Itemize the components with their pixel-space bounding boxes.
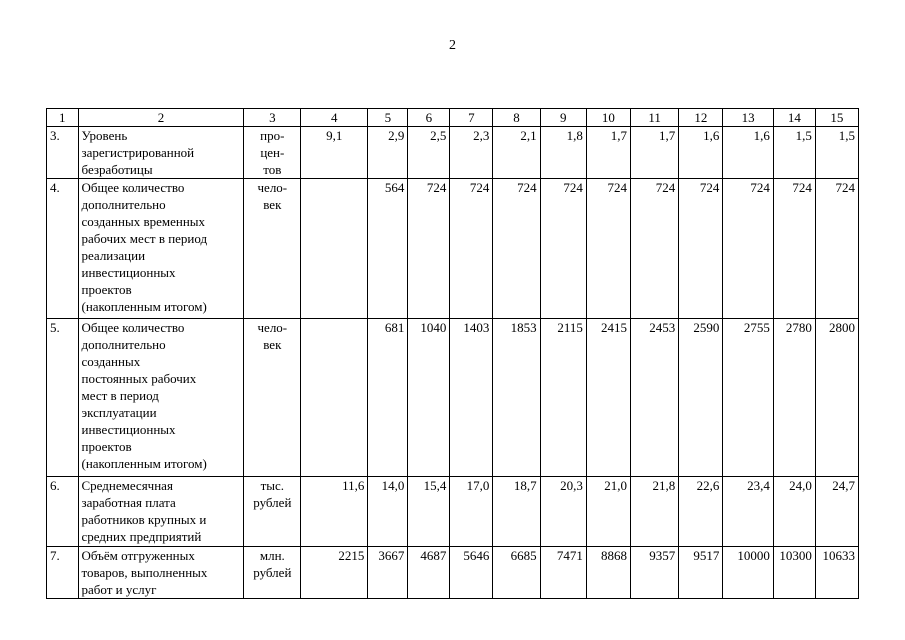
value-cell: 724	[723, 179, 773, 319]
indicator-name: Объём отгруженных товаров, выполненных работ и услуг	[78, 547, 244, 599]
row-number: 6.	[47, 477, 79, 547]
table-row	[47, 127, 859, 179]
value-cell: 1,8	[540, 127, 586, 179]
value-cell: 2,5	[408, 127, 450, 179]
value-cell: 9,1	[301, 127, 368, 179]
value-cell: 2,3	[450, 127, 493, 179]
value-cell: 8868	[586, 547, 630, 599]
column-header-14: 14	[773, 109, 815, 127]
value-cell: 724	[630, 179, 678, 319]
indicator-name: Уровень зарегистрированной безработицы	[78, 127, 244, 179]
value-cell: 724	[773, 179, 815, 319]
column-header-4: 4	[301, 109, 368, 127]
value-cell: 2115	[540, 319, 586, 477]
header-row	[47, 109, 859, 127]
value-cell: 5646	[450, 547, 493, 599]
value-cell: 2590	[679, 319, 723, 477]
value-cell: 4687	[408, 547, 450, 599]
value-cell: 6685	[493, 547, 540, 599]
column-header-10: 10	[586, 109, 630, 127]
value-cell: 9357	[630, 547, 678, 599]
value-cell: 17,0	[450, 477, 493, 547]
value-cell: 22,6	[679, 477, 723, 547]
column-header-9: 9	[540, 109, 586, 127]
value-cell: 1,5	[815, 127, 858, 179]
value-cell: 9517	[679, 547, 723, 599]
unit-cell: про- цен- тов	[244, 127, 301, 179]
value-cell: 724	[450, 179, 493, 319]
value-cell: 2415	[586, 319, 630, 477]
value-cell: 724	[586, 179, 630, 319]
unit-cell: тыс. рублей	[244, 477, 301, 547]
unit-cell: чело- век	[244, 319, 301, 477]
value-cell: 1403	[450, 319, 493, 477]
value-cell: 10633	[815, 547, 858, 599]
value-cell: 724	[815, 179, 858, 319]
column-header-15: 15	[815, 109, 858, 127]
indicator-name: Среднемесячная заработная плата работников крупных и средних предприятий	[78, 477, 244, 547]
value-cell	[301, 179, 368, 319]
column-header-2: 2	[78, 109, 244, 127]
value-cell: 2800	[815, 319, 858, 477]
value-cell: 15,4	[408, 477, 450, 547]
value-cell: 724	[408, 179, 450, 319]
table-row	[47, 319, 859, 477]
column-header-6: 6	[408, 109, 450, 127]
column-header-13: 13	[723, 109, 773, 127]
value-cell: 1853	[493, 319, 540, 477]
value-cell: 21,0	[586, 477, 630, 547]
column-header-3: 3	[244, 109, 301, 127]
table-row	[47, 477, 859, 547]
page-number: 2	[449, 38, 456, 53]
column-header-8: 8	[493, 109, 540, 127]
value-cell: 2,1	[493, 127, 540, 179]
row-number: 4.	[47, 179, 79, 319]
value-cell: 10300	[773, 547, 815, 599]
value-cell: 23,4	[723, 477, 773, 547]
row-number: 7.	[47, 547, 79, 599]
value-cell: 10000	[723, 547, 773, 599]
value-cell: 1,7	[630, 127, 678, 179]
value-cell: 2,9	[368, 127, 408, 179]
value-cell: 24,0	[773, 477, 815, 547]
value-cell: 24,7	[815, 477, 858, 547]
unit-cell: млн. рублей	[244, 547, 301, 599]
row-number: 5.	[47, 319, 79, 477]
column-header-1: 1	[47, 109, 79, 127]
indicator-name: Общее количество дополнительно созданных постоянных рабочих мест в период эксплуатации инвестиционных проектов (накопленным итогом)	[78, 319, 244, 477]
value-cell: 564	[368, 179, 408, 319]
table-row	[47, 547, 859, 599]
column-header-11: 11	[630, 109, 678, 127]
value-cell: 3667	[368, 547, 408, 599]
value-cell: 11,6	[301, 477, 368, 547]
value-cell: 21,8	[630, 477, 678, 547]
row-number: 3.	[47, 127, 79, 179]
value-cell: 1,6	[679, 127, 723, 179]
value-cell: 681	[368, 319, 408, 477]
value-cell: 14,0	[368, 477, 408, 547]
table-row	[47, 179, 859, 319]
value-cell: 1,5	[773, 127, 815, 179]
column-header-7: 7	[450, 109, 493, 127]
value-cell: 724	[679, 179, 723, 319]
column-header-5: 5	[368, 109, 408, 127]
value-cell: 2215	[301, 547, 368, 599]
data-table	[46, 108, 859, 599]
value-cell: 1,7	[586, 127, 630, 179]
value-cell: 1040	[408, 319, 450, 477]
value-cell	[301, 319, 368, 477]
indicator-name: Общее количество дополнительно созданных временных рабочих мест в период реализации инвестиционных проектов (накопленным итогом)	[78, 179, 244, 319]
value-cell: 2780	[773, 319, 815, 477]
value-cell: 2755	[723, 319, 773, 477]
value-cell: 724	[493, 179, 540, 319]
unit-cell: чело- век	[244, 179, 301, 319]
value-cell: 1,6	[723, 127, 773, 179]
value-cell: 18,7	[493, 477, 540, 547]
column-header-12: 12	[679, 109, 723, 127]
value-cell: 7471	[540, 547, 586, 599]
value-cell: 724	[540, 179, 586, 319]
value-cell: 2453	[630, 319, 678, 477]
value-cell: 20,3	[540, 477, 586, 547]
